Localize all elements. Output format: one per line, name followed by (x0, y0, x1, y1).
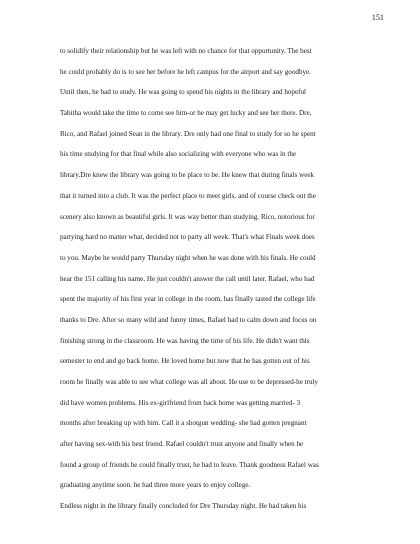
text-line: scenery also known as beautiful girls. It was way better than studying. Rico, notorious for (60, 212, 315, 221)
text-line: graduating anytime soon. he had three more years to enjoy college. (60, 481, 251, 490)
text-line: thanks to Dre. After so many wild and funny times, Rafael had to calm down and focus on (60, 315, 317, 324)
text-line: he could probably do is to see her before he left campus for the airport and say goodbye. (60, 67, 311, 76)
body-text (60, 46, 376, 522)
text-line: Until then, he had to study. He was going to spend his nights in the library and hopeful (60, 88, 307, 97)
text-line: Rico, and Rafael joined Sean in the library. Dre only had one final to study for so he spent (60, 129, 316, 138)
text-line: Tabitha would take the time to come see him-or he may get lucky and see her there. Dre, (60, 109, 312, 118)
text-line: months after breaking up with him. Call it a shotgun wedding- she had gotten pregnant (60, 419, 307, 428)
text-line: library.Dre knew the library was going to be place to be. He knew that during finals week (60, 171, 315, 180)
text-line: Endless night in the library finally concluded for Dre Thursday night. He had taken his (60, 502, 307, 511)
text-line: after having sex-with his best friend. Rafael couldn't trust anyone and finally when he (60, 440, 304, 449)
text-line: found a group of friends he could finally trust, he had to leave. Thank goodness Rafael was (60, 460, 319, 469)
text-line: room he finally was able to see what college was all about. He use to be depressed-he truly (60, 378, 319, 386)
text-line: to you. Maybe he would party Thursday night when he was done with his finals. He could (60, 253, 316, 262)
text-line: partying hard no matter what, decided not to party all week. That's what Finals week does (60, 233, 315, 242)
text-line: did have women problems. His ex-girlfriend from back home was getting married- 3 (60, 398, 301, 407)
text-line: finishing strong in the classroom. He was having the time of his life. He didn't want this (60, 336, 310, 345)
text-line: semester to end and go back home. He loved home but now that he has gotten out of his (60, 357, 310, 366)
text-line: hear the 151 calling his name. He just couldn't answer the call until later. Rafael, who had (60, 274, 315, 283)
page-number: 151 (371, 13, 384, 22)
text-line: his time studying for that final while also socializing with everyone who was in the (60, 150, 297, 159)
text-line: to solidify their relationship but he was left with no chance for that opportunity. The best (60, 47, 312, 55)
text-line: that it turned into a club. It was the perfect place to meet girls, and of course check out the (60, 191, 316, 200)
text-line: spent the majority of his first year in college in the room, has finally tasted the college life (60, 295, 316, 304)
